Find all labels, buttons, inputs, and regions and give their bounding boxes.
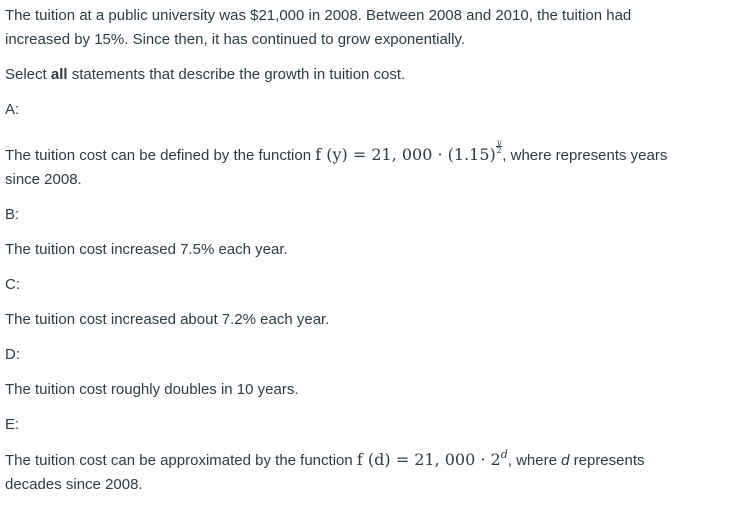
option-a-exponent-numerator: y bbox=[496, 138, 502, 147]
option-e-text bbox=[5, 448, 730, 473]
option-a-label: A: bbox=[5, 101, 20, 118]
option-e-text-after-2: represents bbox=[569, 452, 645, 469]
option-a-formula bbox=[315, 138, 502, 164]
option-e-text-line-2: decades since 2008. bbox=[5, 476, 143, 493]
instruction-emphasis: all bbox=[50, 66, 68, 83]
option-a-formula-base: f (y) = 21, 000 · (1.15) bbox=[315, 145, 496, 164]
option-a-text-line-2: since 2008. bbox=[5, 171, 82, 188]
option-c-text: The tuition cost increased about 7.2% each year. bbox=[5, 311, 330, 328]
option-d-label: D: bbox=[5, 346, 20, 363]
option-e-formula bbox=[357, 450, 508, 469]
instruction-prefix: Select bbox=[5, 66, 51, 83]
option-a-exponent-denominator: 2 bbox=[496, 146, 502, 155]
instruction-suffix: statements that describe the growth in tuition cost. bbox=[67, 66, 406, 83]
question-content bbox=[5, 4, 730, 497]
question-stem-line-1: The tuition at a public university was $21,000 in 2008. Between 2008 and 2010, the tuition had bbox=[5, 7, 632, 24]
option-a-text-before: The tuition cost can be defined by the function bbox=[5, 147, 316, 164]
option-e-text-before: The tuition cost can be approximated by the function bbox=[5, 452, 357, 469]
option-d-text: The tuition cost roughly doubles in 10 years. bbox=[5, 381, 299, 398]
option-e-label: E: bbox=[5, 416, 20, 433]
option-e-exponent: d bbox=[500, 448, 508, 461]
option-e-variable: d bbox=[561, 452, 570, 469]
option-b-label: B: bbox=[5, 206, 20, 223]
option-b-text: The tuition cost increased 7.5% each year. bbox=[5, 241, 288, 258]
option-a-text-after: , where represents years bbox=[502, 147, 668, 164]
question-stem-line-2: increased by 15%. Since then, it has continued to grow exponentially. bbox=[5, 31, 466, 48]
option-a-text bbox=[5, 139, 730, 168]
question-instruction bbox=[5, 63, 730, 87]
option-c-label: C: bbox=[5, 276, 20, 293]
option-e-formula-base: f (d) = 21, 000 · 2 bbox=[356, 450, 501, 469]
option-e-text-after: , where bbox=[507, 452, 562, 469]
